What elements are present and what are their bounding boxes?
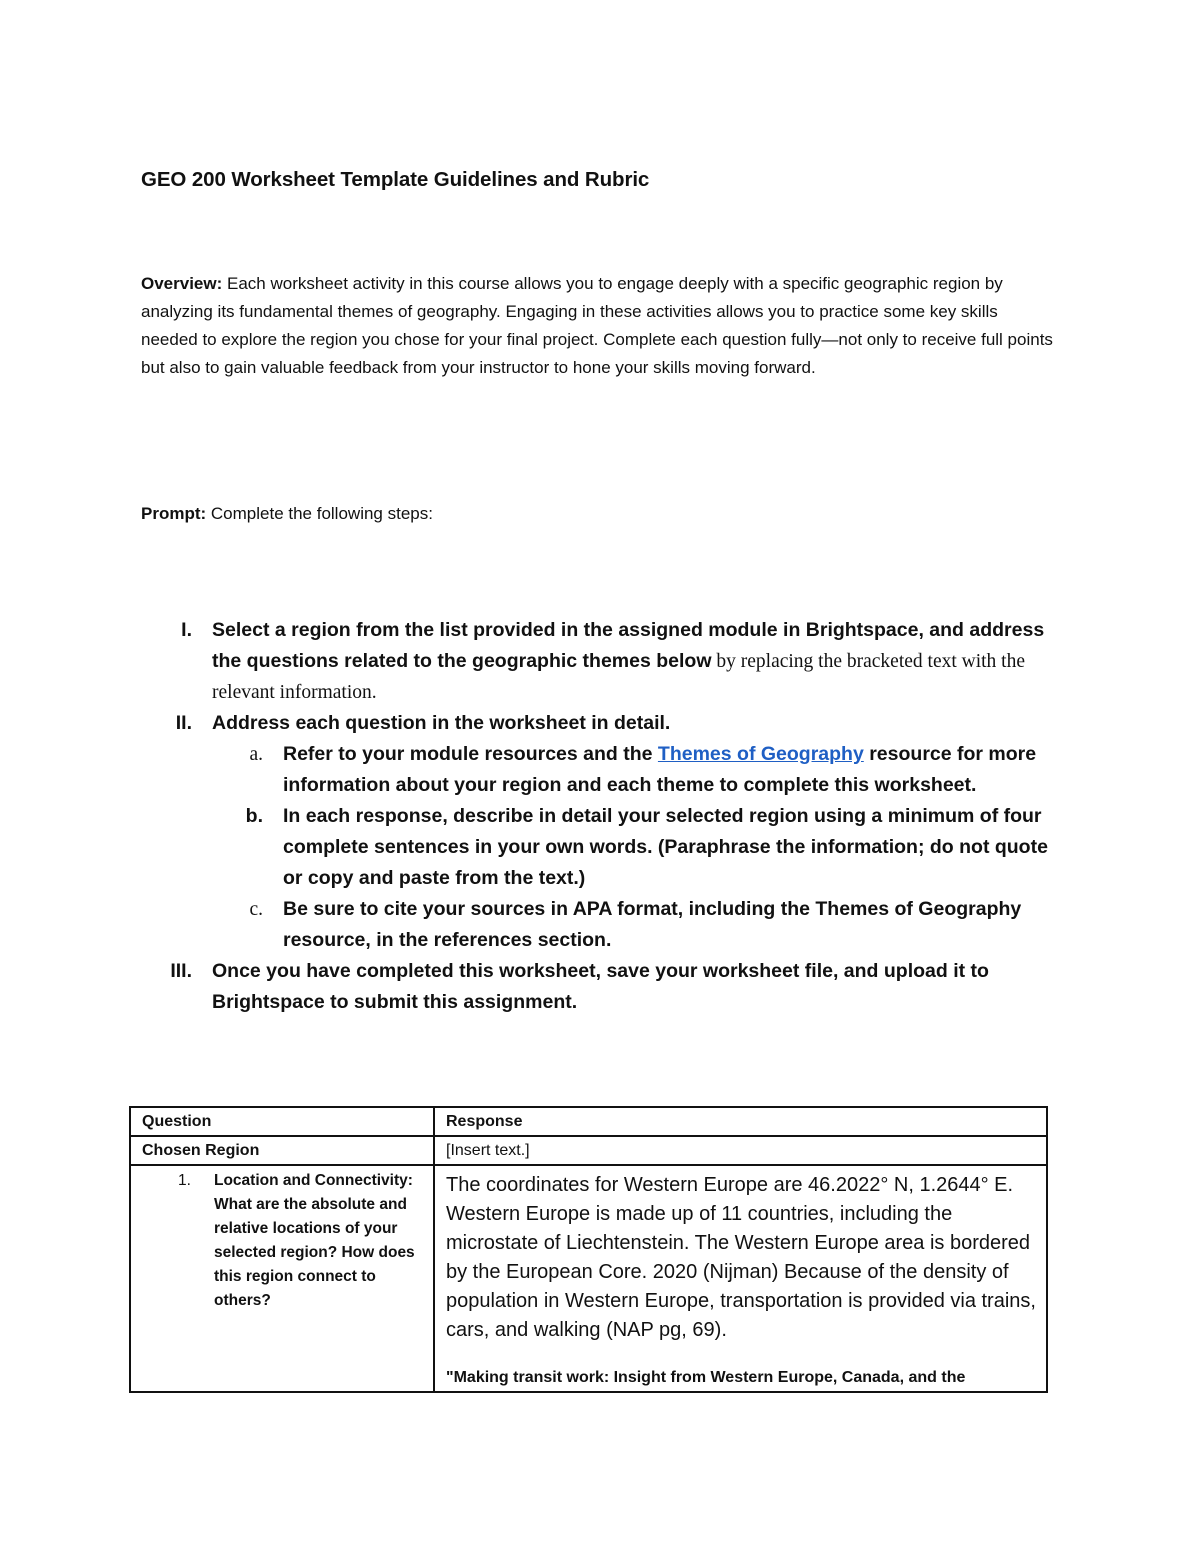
response-text: The coordinates for Western Europe are 46.2022° N, 1.2644° E. Western Europe is made up of 11 countries, including the microstate of Liechtenstein. The Western Europe area is bordered by the European Core. 2020 (Nijman) Because of the density of population in Western Europe, transportation is provided via trains, cars, and walking (NAP pg, 69).: [446, 1174, 1036, 1341]
response-cell[interactable]: [434, 1165, 1047, 1392]
step-item: [141, 615, 1071, 708]
step-text: Once you have completed this worksheet, save your worksheet file, and upload it to Brightspace to submit this assignment.: [212, 960, 989, 1013]
question-1: [142, 1169, 423, 1313]
chosen-region-label: Chosen Region: [130, 1136, 434, 1165]
question-text: What are the absolute and relative locations of your selected region? How does this region connect to others?: [214, 1196, 415, 1309]
overview-label: Overview:: [141, 274, 223, 293]
substep-number: c.: [249, 899, 263, 920]
worksheet-table: [129, 1106, 1048, 1393]
step-number: II.: [175, 712, 192, 734]
overview-text: Each worksheet activity in this course allows you to engage deeply with a specific geographic region by analyzing its fundamental themes of geography. Engaging in these activities allows you to practice some key skills needed to explore the region you chose for your final project. Complete each question fully—not only to receive full points but also to gain valuable feedback from your instructor to hone your skills moving forward.: [141, 274, 1053, 377]
step-text-plain: by replacing the bracketed text with the relevant information.: [212, 651, 1026, 703]
page-title: GEO 200 Worksheet Template Guidelines and Rubric: [141, 168, 650, 191]
step-number: III.: [170, 960, 192, 982]
substep-text: Refer to your module resources and the: [283, 743, 658, 765]
header-question: Question: [130, 1107, 434, 1136]
step-number: I.: [181, 619, 192, 641]
table-header-row: [130, 1107, 1047, 1136]
step-item: [141, 956, 1071, 1018]
substep-number: b.: [245, 805, 263, 827]
prompt-label: Prompt:: [141, 504, 207, 523]
steps-list: [141, 615, 1071, 1018]
overview-paragraph: [141, 270, 1056, 382]
substep-item: [212, 894, 1071, 956]
substep-text: Be sure to cite your sources in APA format, including the Themes of Geography resource, in the references section.: [283, 898, 1022, 951]
table-row: [130, 1165, 1047, 1392]
header-response: Response: [434, 1107, 1047, 1136]
substep-item: [212, 739, 1071, 801]
prompt-text: Complete the following steps:: [206, 504, 433, 523]
themes-of-geography-link[interactable]: Themes of Geography: [657, 743, 864, 765]
question-cell: [130, 1165, 434, 1392]
step-item: [141, 708, 1071, 956]
table-row: [130, 1136, 1047, 1165]
prompt-paragraph: [141, 500, 433, 528]
step-text: Select a region from the list provided in the assigned module in Brightspace, and address the questions related to the geographic themes below: [212, 619, 1045, 672]
substep-item: [212, 801, 1071, 894]
substep-text: In each response, describe in detail your selected region using a minimum of four complete sentences in your own words. (Paraphrase the information; do not quote or copy and paste from the text.): [283, 805, 1048, 889]
substep-text-tail: resource for more information about your region and each theme to complete this worksheet.: [283, 743, 1037, 796]
chosen-region-response[interactable]: [Insert text.]: [434, 1136, 1047, 1165]
step-text: Address each question in the worksheet in detail.: [212, 712, 671, 734]
response-citation: "Making transit work: Insight from Western Europe, Canada, and the: [446, 1369, 966, 1386]
question-number: 1.: [178, 1172, 191, 1189]
question-theme: Location and Connectivity:: [214, 1172, 413, 1189]
substep-number: a.: [249, 744, 263, 765]
